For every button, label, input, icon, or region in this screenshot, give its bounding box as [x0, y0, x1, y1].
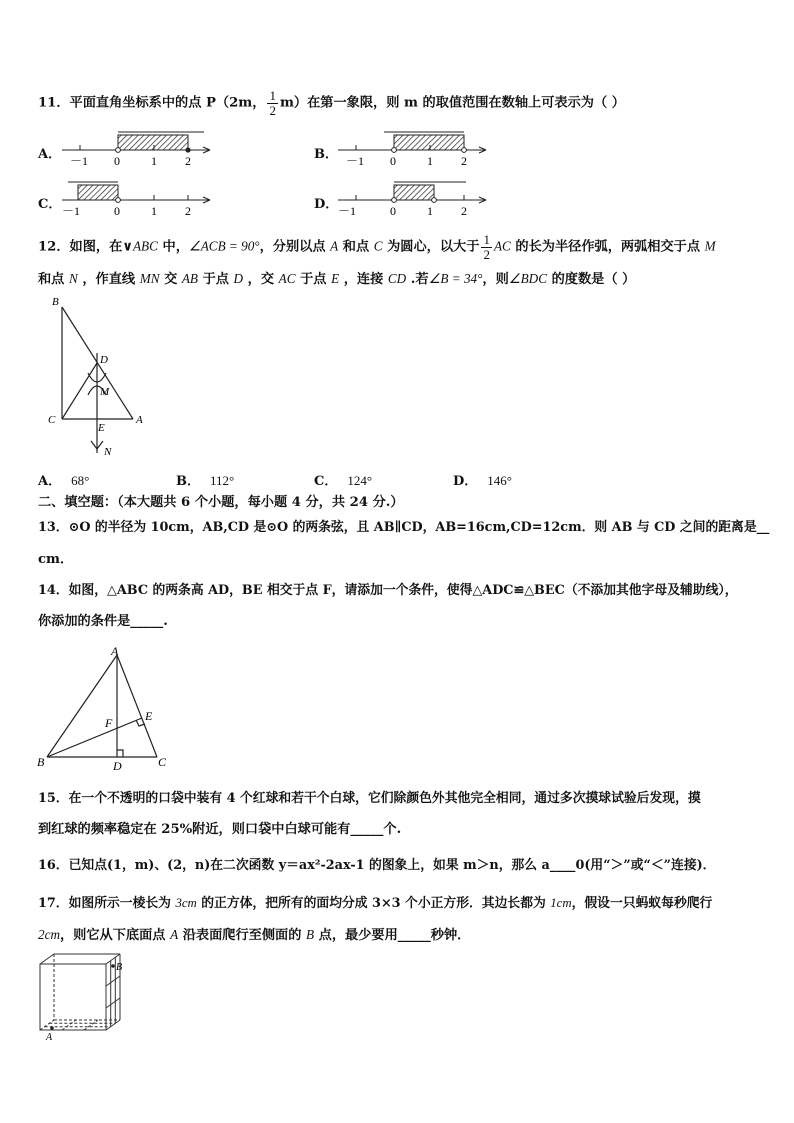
q12-stem-line2: 和点 N ，作直线 MN 交 AB 于点 D ，交 AC 于点 E ，连接 CD .若∠B = 34°，则∠BDC 的度数是（ ） — [38, 271, 636, 287]
q12-figure — [40, 295, 160, 460]
q15-line1: 15．在一个不透明的口袋中装有 4 个红球和若干个白球，它们除颜色外其他完全相同，通过多次摸球试验后发现，摸 — [38, 791, 701, 806]
tick-label: 2 — [185, 204, 191, 218]
q11-option-d-letter[interactable]: D． — [314, 197, 339, 212]
q14-line2: 你添加的条件是_____. — [38, 614, 168, 629]
section-2-heading: 二、填空题：（本大题共 6 个小题，每小题 4 分，共 24 分.） — [38, 495, 404, 510]
tick-label: 0 — [114, 154, 120, 168]
q14-figure — [35, 645, 175, 775]
point-B — [111, 964, 115, 968]
label-C: C — [48, 414, 56, 426]
tick-label: 1 — [151, 204, 157, 218]
q11-option-d-numberline[interactable] — [336, 178, 496, 218]
q17-line1: 17．如图所示一棱长为 3cm 的正方体，把所有的面均分成 3×3 个小正方形．其边长都为 1cm，假设一只蚂蚁每秒爬行 — [38, 896, 713, 911]
label-A: A — [111, 644, 119, 658]
q13-line2: cm． — [38, 552, 74, 567]
q11-option-a-numberline[interactable] — [60, 128, 220, 168]
tick-label: 1 — [427, 204, 433, 218]
q12-stem-line1: 12．如图，在∨ABC 中，∠ACB = 90°，分别以点 A 和点 C 为圆心，以大于 $\frac{1}{2}$ AC 的长为半径作弧，两弧相交于点 M — [38, 232, 716, 262]
label-A: A — [46, 1032, 53, 1043]
label-C: C — [158, 755, 167, 769]
tick-label: 0 — [390, 204, 396, 218]
label-B: B — [37, 755, 45, 769]
q13-line1: 13．⊙O 的半径为 10cm，AB,CD 是⊙O 的两条弦，且 AB∥CD，AB=16cm,CD=12cm．则 AB 与 CD 之间的距离是__ — [38, 520, 770, 535]
q11-option-b-letter[interactable]: B． — [314, 147, 338, 162]
tick-label: 1 — [151, 154, 157, 168]
label-B: B — [116, 962, 123, 973]
q11-option-c-letter[interactable]: C． — [38, 197, 62, 212]
q15-line2: 到红球的频率稳定在 25%附近，则口袋中白球可能有_____个. — [38, 822, 402, 837]
q11-fraction: $\frac{1}{2}$ — [269, 88, 276, 118]
label-A: A — [136, 414, 143, 426]
label-F: F — [105, 716, 113, 730]
q11-option-b-numberline[interactable] — [336, 128, 496, 168]
q11-option-c-numberline[interactable] — [60, 178, 220, 218]
q17-line2: 2cm，则它从下底面点 A 沿表面爬行至侧面的 B 点，最少要用_____秒钟． — [38, 927, 471, 943]
label-D: D — [100, 354, 108, 366]
label-N: N — [104, 446, 112, 458]
label-B: B — [52, 296, 59, 308]
point-A — [50, 1026, 54, 1030]
tick-label: 2 — [461, 204, 467, 218]
q11-option-a-letter[interactable]: A． — [38, 147, 62, 162]
label-M: M — [100, 386, 110, 398]
q17-cube-figure — [38, 952, 138, 1042]
q11-stem: 11．平面直角坐标系中的点 P（2m， $\frac{1}{2}$ m）在第一象限，则 m 的取值范围在数轴上可表示为（ ） — [38, 88, 625, 118]
q12-answer-d[interactable]: D． 146° — [453, 473, 512, 489]
tick-label: －1 — [346, 154, 365, 168]
tick-label: －1 — [70, 154, 89, 168]
q16-line1: 16．已知点(1，m)、(2，n)在二次函数 y＝ax²-2ax-1 的图象上，如果 m＞n，那么 a____0(用“＞”或“＜”连接)． — [38, 858, 716, 873]
q12-answer-a[interactable]: A． 68° — [38, 473, 90, 489]
tick-label: 2 — [461, 154, 467, 168]
q12-answer-c[interactable]: C． 124° — [314, 473, 373, 489]
label-E: E — [98, 422, 105, 434]
q12-fraction: $\frac{1}{2}$ — [483, 232, 490, 262]
label-E: E — [145, 709, 153, 723]
q12-answer-b[interactable]: B． 112° — [176, 473, 235, 489]
tick-label: 0 — [114, 204, 120, 218]
tick-label: －1 — [62, 204, 81, 218]
tick-label: －1 — [338, 204, 357, 218]
tick-label: 2 — [185, 154, 191, 168]
q14-line1: 14．如图，△ABC 的两条高 AD，BE 相交于点 F，请添加一个条件，使得△ADC≌△BEC（不添加其他字母及辅助线）， — [38, 583, 738, 598]
tick-label: 0 — [390, 154, 396, 168]
label-D: D — [113, 759, 122, 773]
tick-label: 1 — [427, 154, 433, 168]
